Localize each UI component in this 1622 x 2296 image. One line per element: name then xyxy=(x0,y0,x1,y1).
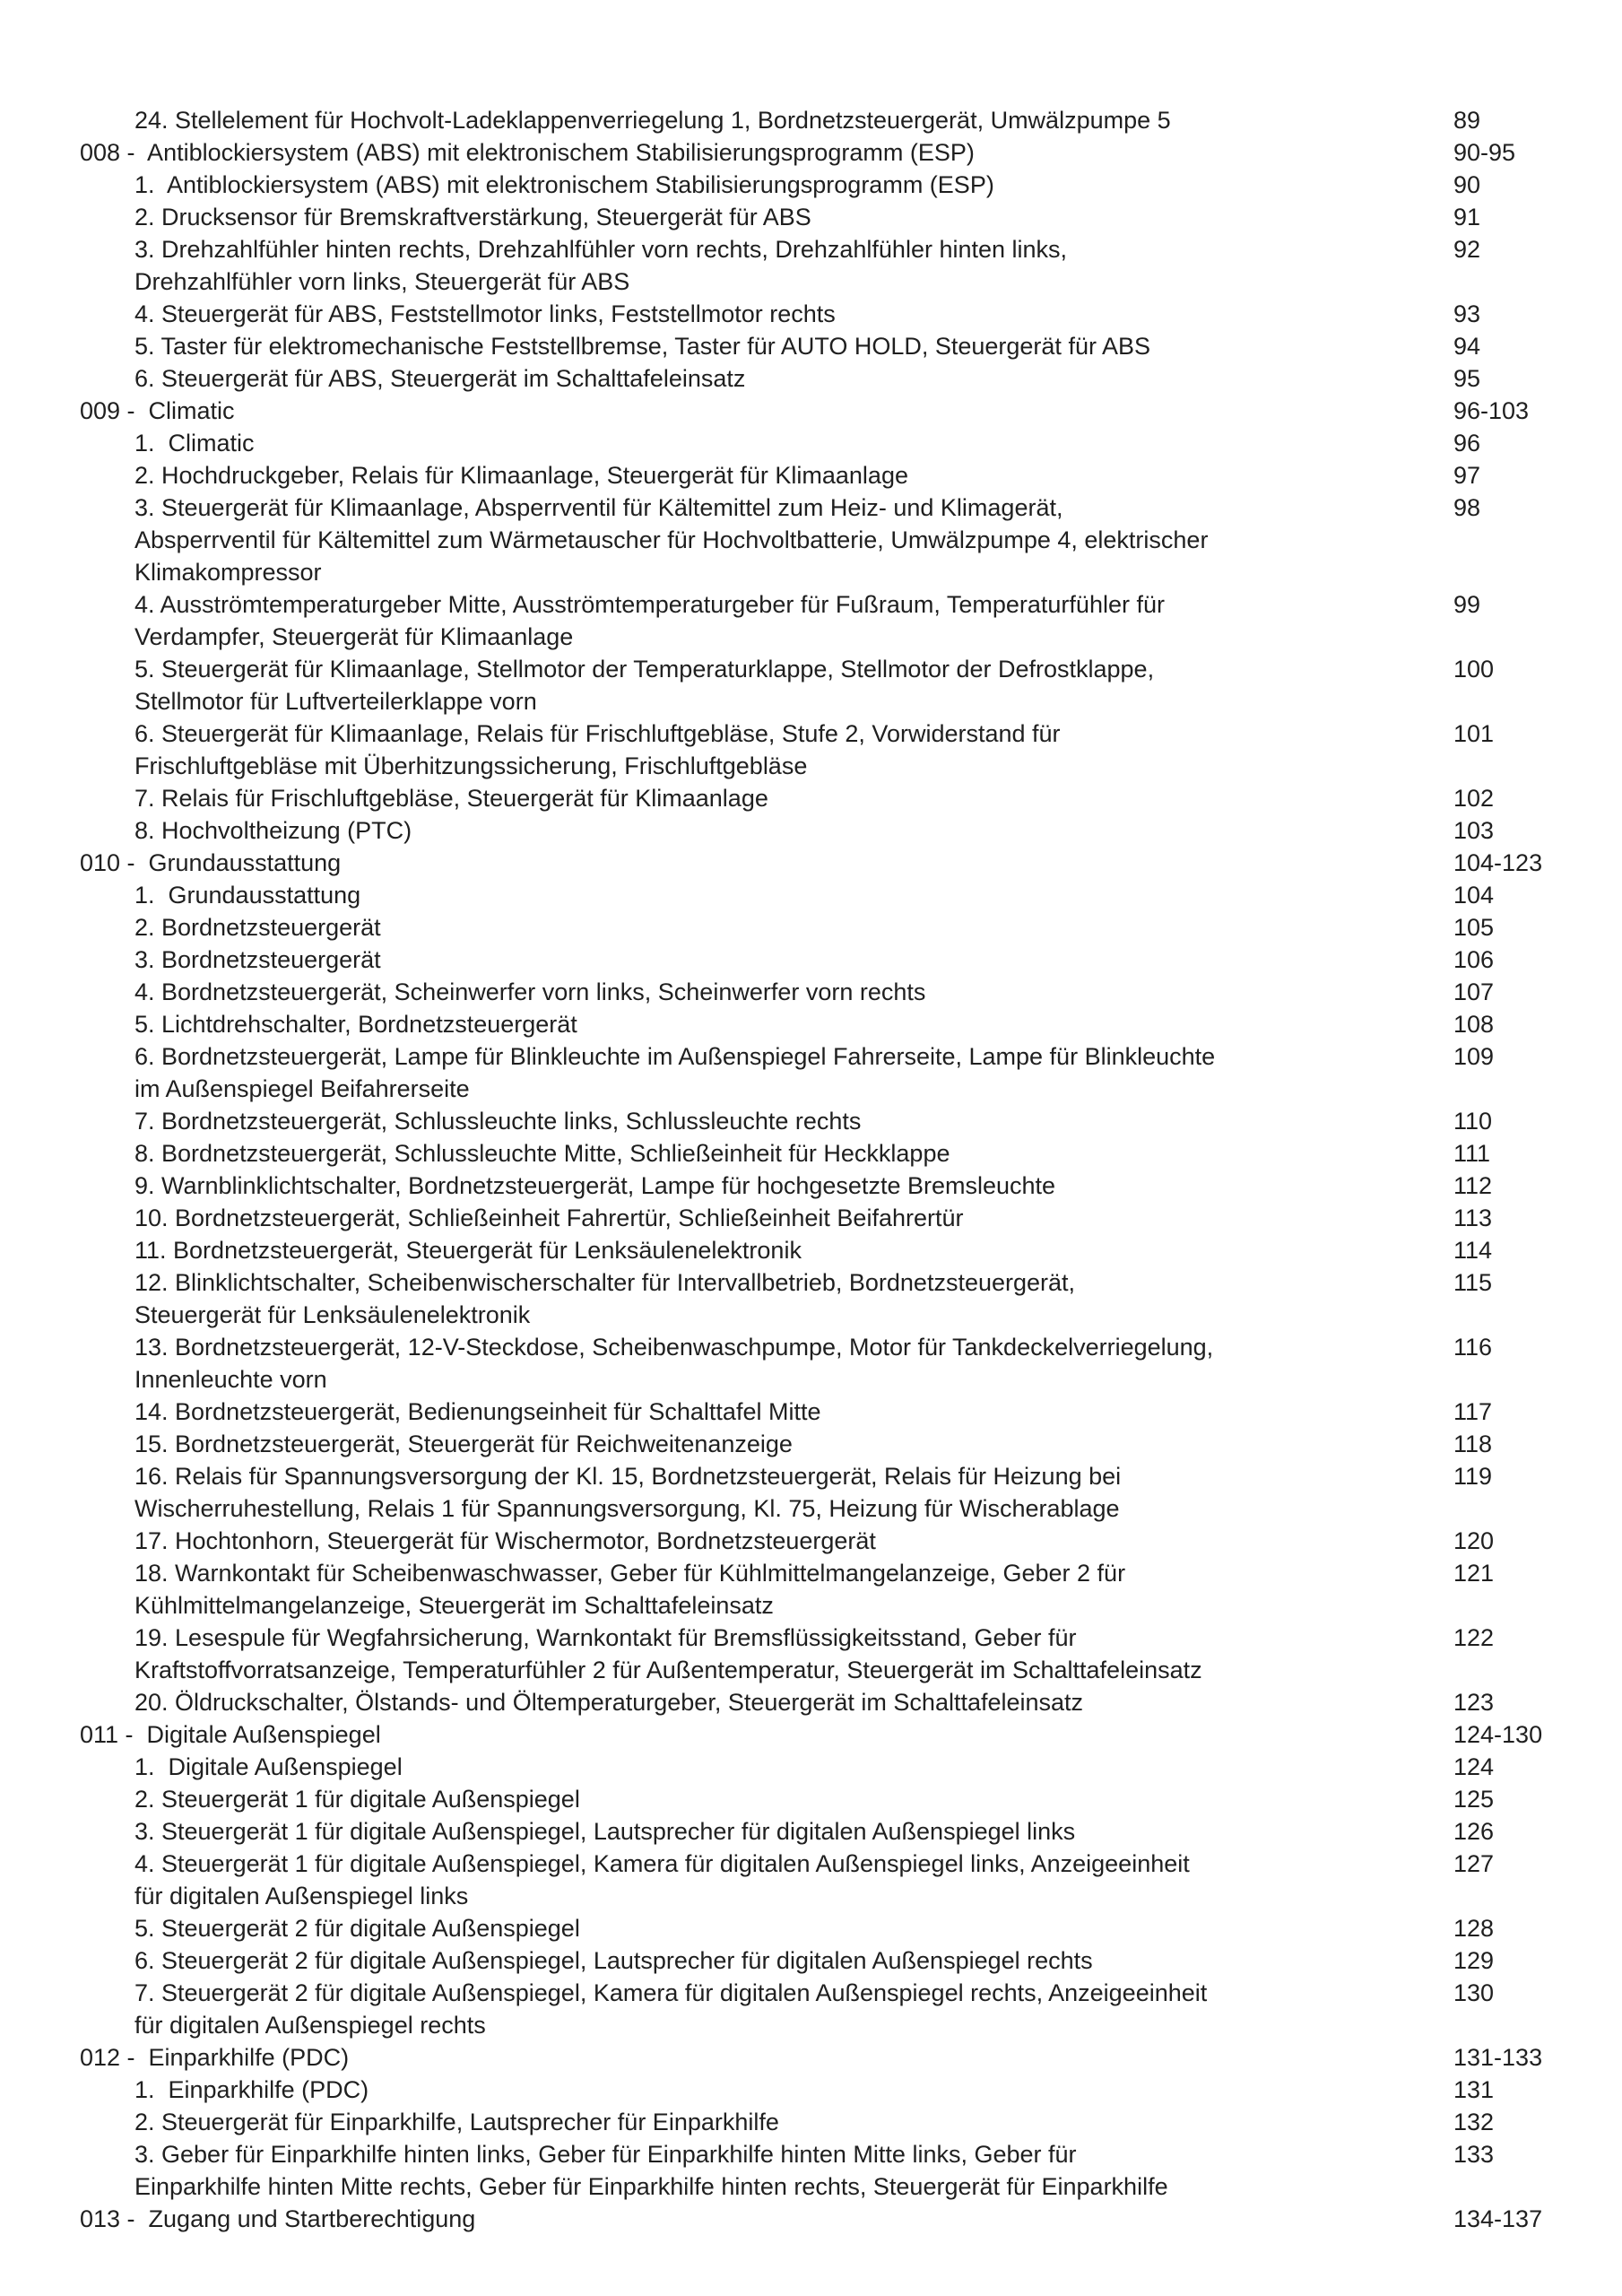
page-number: 121 xyxy=(1453,1560,1495,1587)
page-number: 95 xyxy=(1453,365,1481,392)
page-number: 92 xyxy=(1453,236,1481,263)
entry-title-line: für digitalen Außenspiegel links xyxy=(134,1883,469,1909)
toc-subentry xyxy=(0,1040,1622,1105)
toc-subentry xyxy=(0,330,1622,362)
page-number: 100 xyxy=(1453,656,1495,683)
entry-title-line: 7. Steuergerät 2 für digitale Außenspiegel, Kamera für digitalen Außenspiegel rechts, Anzeigeeinheit xyxy=(134,1979,1208,2006)
toc-subentry xyxy=(0,718,1622,782)
toc-subentry xyxy=(0,1751,1622,1783)
entry-title-line: 7. Relais für Frischluftgebläse, Steuergerät für Klimaanlage xyxy=(134,785,768,812)
page-number: 103 xyxy=(1453,817,1495,844)
page-number: 90-95 xyxy=(1453,139,1516,166)
entry-title-line: 6. Steuergerät 2 für digitale Außenspiegel, Lautsprecher für digitalen Außenspiegel rechts xyxy=(134,1947,1093,1974)
toc-subentry xyxy=(0,1783,1622,1815)
toc-subentry xyxy=(0,976,1622,1008)
toc-subentry xyxy=(0,1137,1622,1170)
page-number: 108 xyxy=(1453,1011,1495,1038)
entry-title-line: 3. Steuergerät für Klimaanlage, Absperrventil für Kältemittel zum Heiz- und Klimagerät, xyxy=(134,494,1063,521)
page-number: 89 xyxy=(1453,107,1481,134)
toc-subentry xyxy=(0,2106,1622,2138)
page-number: 124-130 xyxy=(1453,1721,1543,1748)
toc-subentry xyxy=(0,1944,1622,1977)
entry-title-line: Drehzahlfühler vorn links, Steuergerät für ABS xyxy=(134,268,630,295)
toc-subentry xyxy=(0,1331,1622,1396)
entry-title-line: 1. Grundausstattung xyxy=(134,882,361,909)
entry-title-line: 6. Steuergerät für ABS, Steuergerät im Schalttafeleinsatz xyxy=(134,365,746,392)
page-number: 101 xyxy=(1453,720,1495,747)
toc-subentry xyxy=(0,2138,1622,2203)
entry-title-line: 008 - Antiblockiersystem (ABS) mit elektronischem Stabilisierungsprogramm (ESP) xyxy=(80,139,975,166)
toc-section-entry xyxy=(0,2203,1622,2235)
page-number: 116 xyxy=(1453,1334,1493,1361)
entry-title-line: 8. Hochvoltheizung (PTC) xyxy=(134,817,412,844)
entry-title-line: für digitalen Außenspiegel rechts xyxy=(134,2012,486,2039)
page-number: 91 xyxy=(1453,204,1481,230)
toc-subentry xyxy=(0,814,1622,847)
toc-subentry xyxy=(0,1977,1622,2041)
page-number: 96 xyxy=(1453,430,1481,457)
entry-title-line: 4. Bordnetzsteuergerät, Scheinwerfer vorn links, Scheinwerfer vorn rechts xyxy=(134,978,926,1005)
entry-title-line: Kühlmittelmangelanzeige, Steuergerät im Schalttafeleinsatz xyxy=(134,1592,774,1619)
toc-subentry xyxy=(0,427,1622,459)
toc-subentry xyxy=(0,1266,1622,1331)
page-number: 93 xyxy=(1453,300,1481,327)
entry-title-line: 5. Lichtdrehschalter, Bordnetzsteuergerät xyxy=(134,1011,577,1038)
toc-subentry xyxy=(0,1008,1622,1040)
page-number: 107 xyxy=(1453,978,1495,1005)
toc-subentry xyxy=(0,1170,1622,1202)
page-number: 109 xyxy=(1453,1043,1495,1070)
entry-title-line: 6. Steuergerät für Klimaanlage, Relais für Frischluftgebläse, Stufe 2, Vorwiderstand für xyxy=(134,720,1061,747)
entry-title-line: 8. Bordnetzsteuergerät, Schlussleuchte Mitte, Schließeinheit für Heckklappe xyxy=(134,1140,950,1167)
entry-title-line: Klimakompressor xyxy=(134,559,322,586)
entry-title-line: 5. Taster für elektromechanische Feststellbremse, Taster für AUTO HOLD, Steuergerät für ABS xyxy=(134,333,1150,360)
page-number: 104-123 xyxy=(1453,849,1543,876)
entry-title-line: 10. Bordnetzsteuergerät, Schließeinheit Fahrertür, Schließeinheit Beifahrertür xyxy=(134,1205,964,1231)
entry-title-line: 2. Steuergerät für Einparkhilfe, Lautsprecher für Einparkhilfe xyxy=(134,2109,779,2135)
entry-title-line: Verdampfer, Steuergerät für Klimaanlage xyxy=(134,623,574,650)
entry-title-line: 2. Steuergerät 1 für digitale Außenspiegel xyxy=(134,1786,580,1813)
page-number: 122 xyxy=(1453,1624,1495,1651)
page-number: 118 xyxy=(1453,1431,1493,1457)
toc-subentry xyxy=(0,588,1622,653)
toc-section-entry xyxy=(0,395,1622,427)
toc-subentry xyxy=(0,911,1622,944)
toc-section-entry xyxy=(0,847,1622,879)
page-number: 126 xyxy=(1453,1818,1495,1845)
entry-title-line: 15. Bordnetzsteuergerät, Steuergerät für Reichweitenanzeige xyxy=(134,1431,793,1457)
entry-title-line: 009 - Climatic xyxy=(80,397,235,424)
toc-subentry xyxy=(0,2074,1622,2106)
page-number: 134-137 xyxy=(1453,2205,1543,2232)
toc-subentry xyxy=(0,233,1622,298)
toc-subentry xyxy=(0,1912,1622,1944)
page-number: 98 xyxy=(1453,494,1481,521)
page-number: 128 xyxy=(1453,1915,1495,1942)
entry-title-line: 1. Einparkhilfe (PDC) xyxy=(134,2076,369,2103)
toc-subentry xyxy=(0,491,1622,588)
entry-title-line: 5. Steuergerät 2 für digitale Außenspiegel xyxy=(134,1915,580,1942)
entry-title-line: 5. Steuergerät für Klimaanlage, Stellmotor der Temperaturklappe, Stellmotor der Defrostklappe, xyxy=(134,656,1155,683)
toc-subentry xyxy=(0,1557,1622,1622)
entry-title-line: 18. Warnkontakt für Scheibenwaschwasser, Geber für Kühlmittelmangelanzeige, Geber 2 für xyxy=(134,1560,1126,1587)
toc-subentry xyxy=(0,1428,1622,1460)
entry-title-line: 3. Bordnetzsteuergerät xyxy=(134,946,381,973)
page-number: 117 xyxy=(1453,1398,1493,1425)
entry-title-line: 7. Bordnetzsteuergerät, Schlussleuchte links, Schlussleuchte rechts xyxy=(134,1108,862,1135)
page-number: 104 xyxy=(1453,882,1495,909)
entry-title-line: 1. Antiblockiersystem (ABS) mit elektronischem Stabilisierungsprogramm (ESP) xyxy=(134,171,994,198)
toc-subentry xyxy=(0,1622,1622,1686)
entry-title-line: 16. Relais für Spannungsversorgung der Kl. 15, Bordnetzsteuergerät, Relais für Heizung bei xyxy=(134,1463,1122,1490)
toc-section-entry xyxy=(0,2041,1622,2074)
page-number: 119 xyxy=(1453,1463,1493,1490)
entry-title-line: 010 - Grundausstattung xyxy=(80,849,342,876)
page-number: 120 xyxy=(1453,1527,1495,1554)
entry-title-line: 3. Steuergerät 1 für digitale Außenspiegel, Lautsprecher für digitalen Außenspiegel links xyxy=(134,1818,1076,1845)
entry-title-line: 9. Warnblinklichtschalter, Bordnetzsteuergerät, Lampe für hochgesetzte Bremsleuchte xyxy=(134,1172,1056,1199)
toc-subentry xyxy=(0,1396,1622,1428)
entry-title-line: 4. Steuergerät 1 für digitale Außenspiegel, Kamera für digitalen Außenspiegel links, Anzeigeeinheit xyxy=(134,1850,1190,1877)
entry-title-line: Innenleuchte vorn xyxy=(134,1366,327,1393)
page-number: 127 xyxy=(1453,1850,1495,1877)
toc-subentry xyxy=(0,1686,1622,1718)
page-number: 131 xyxy=(1453,2076,1495,2103)
entry-title-line: 3. Geber für Einparkhilfe hinten links, Geber für Einparkhilfe hinten Mitte links, Geber für xyxy=(134,2141,1077,2168)
entry-title-line: 6. Bordnetzsteuergerät, Lampe für Blinkleuchte im Außenspiegel Fahrerseite, Lampe für Blinkleuchte xyxy=(134,1043,1216,1070)
entry-title-line: 011 - Digitale Außenspiegel xyxy=(80,1721,381,1748)
entry-title-line: 013 - Zugang und Startberechtigung xyxy=(80,2205,476,2232)
entry-title-line: 19. Lesespule für Wegfahrsicherung, Warnkontakt für Bremsflüssigkeitsstand, Geber für xyxy=(134,1624,1077,1651)
page-number: 110 xyxy=(1453,1108,1493,1135)
entry-title-line: Wischerruhestellung, Relais 1 für Spannungsversorgung, Kl. 75, Heizung für Wischerablage xyxy=(134,1495,1120,1522)
entry-title-line: 12. Blinklichtschalter, Scheibenwischerschalter für Intervallbetrieb, Bordnetzsteuergerät, xyxy=(134,1269,1076,1296)
page-number: 112 xyxy=(1453,1172,1493,1199)
toc-subentry xyxy=(0,1525,1622,1557)
entry-title-line: 20. Öldruckschalter, Ölstands- und Öltemperaturgeber, Steuergerät im Schalttafeleinsatz xyxy=(134,1689,1084,1716)
page-number: 94 xyxy=(1453,333,1481,360)
page-number: 123 xyxy=(1453,1689,1495,1716)
entry-title-line: 14. Bordnetzsteuergerät, Bedienungseinheit für Schalttafel Mitte xyxy=(134,1398,821,1425)
page-number: 115 xyxy=(1453,1269,1493,1296)
page-number: 131-133 xyxy=(1453,2044,1543,2071)
toc-subentry xyxy=(0,782,1622,814)
entry-title-line: 012 - Einparkhilfe (PDC) xyxy=(80,2044,350,2071)
entry-title-line: 2. Hochdruckgeber, Relais für Klimaanlage, Steuergerät für Klimaanlage xyxy=(134,462,908,489)
entry-title-line: 17. Hochtonhorn, Steuergerät für Wischermotor, Bordnetzsteuergerät xyxy=(134,1527,876,1554)
table-of-contents xyxy=(0,104,1622,2235)
entry-title-line: 13. Bordnetzsteuergerät, 12-V-Steckdose, Scheibenwaschpumpe, Motor für Tankdeckelverriegelung, xyxy=(134,1334,1214,1361)
toc-subentry xyxy=(0,1105,1622,1137)
toc-subentry xyxy=(0,362,1622,395)
entry-title-line: 11. Bordnetzsteuergerät, Steuergerät für Lenksäulenelektronik xyxy=(134,1237,802,1264)
toc-subentry xyxy=(0,1848,1622,1912)
page-number: 97 xyxy=(1453,462,1481,489)
page-number: 129 xyxy=(1453,1947,1495,1974)
toc-subentry xyxy=(0,1202,1622,1234)
entry-title-line: Kraftstoffvorratsanzeige, Temperaturfühler 2 für Außentemperatur, Steuergerät im Schalttafeleinsatz xyxy=(134,1657,1202,1683)
toc-subentry xyxy=(0,879,1622,911)
page-number: 124 xyxy=(1453,1753,1495,1780)
page-number: 114 xyxy=(1453,1237,1493,1264)
toc-section-entry xyxy=(0,136,1622,169)
page-number: 133 xyxy=(1453,2141,1495,2168)
page-number: 125 xyxy=(1453,1786,1495,1813)
toc-subentry xyxy=(0,1460,1622,1525)
page-number: 102 xyxy=(1453,785,1495,812)
entry-title-line: 4. Steuergerät für ABS, Feststellmotor links, Feststellmotor rechts xyxy=(134,300,836,327)
toc-subentry xyxy=(0,459,1622,491)
entry-title-line: Steuergerät für Lenksäulenelektronik xyxy=(134,1301,531,1328)
page-number: 130 xyxy=(1453,1979,1495,2006)
entry-title-line: 2. Drucksensor für Bremskraftverstärkung, Steuergerät für ABS xyxy=(134,204,811,230)
toc-subentry xyxy=(0,1234,1622,1266)
entry-title-line: 3. Drehzahlfühler hinten rechts, Drehzahlfühler vorn rechts, Drehzahlfühler hinten links, xyxy=(134,236,1068,263)
page-number: 96-103 xyxy=(1453,397,1530,424)
toc-subentry xyxy=(0,298,1622,330)
toc-subentry xyxy=(0,1815,1622,1848)
toc-subentry xyxy=(0,653,1622,718)
toc-subentry xyxy=(0,201,1622,233)
entry-title-line: 1. Digitale Außenspiegel xyxy=(134,1753,403,1780)
page-number: 111 xyxy=(1453,1140,1491,1167)
toc-subentry xyxy=(0,169,1622,201)
entry-title-line: Frischluftgebläse mit Überhitzungssicherung, Frischluftgebläse xyxy=(134,752,808,779)
entry-title-line: Absperrventil für Kältemittel zum Wärmetauscher für Hochvoltbatterie, Umwälzpumpe 4, elektrischer xyxy=(134,526,1209,553)
toc-subentry xyxy=(0,944,1622,976)
entry-title-line: Einparkhilfe hinten Mitte rechts, Geber für Einparkhilfe hinten rechts, Steuergerät für Einparkhilfe xyxy=(134,2173,1168,2200)
entry-title-line: 4. Ausströmtemperaturgeber Mitte, Ausströmtemperaturgeber für Fußraum, Temperaturfühler für xyxy=(134,591,1165,618)
entry-title-line: 2. Bordnetzsteuergerät xyxy=(134,914,381,941)
page-number: 132 xyxy=(1453,2109,1495,2135)
page-number: 106 xyxy=(1453,946,1495,973)
entry-title-line: Stellmotor für Luftverteilerklappe vorn xyxy=(134,688,537,715)
page-number: 90 xyxy=(1453,171,1481,198)
toc-subentry xyxy=(0,104,1622,136)
page-number: 99 xyxy=(1453,591,1481,618)
entry-title-line: 24. Stellelement für Hochvolt-Ladeklappenverriegelung 1, Bordnetzsteuergerät, Umwälzpumpe 5 xyxy=(134,107,1171,134)
toc-section-entry xyxy=(0,1718,1622,1751)
entry-title-line: 1. Climatic xyxy=(134,430,255,457)
entry-title-line: im Außenspiegel Beifahrerseite xyxy=(134,1075,470,1102)
page-number: 105 xyxy=(1453,914,1495,941)
page-number: 113 xyxy=(1453,1205,1493,1231)
